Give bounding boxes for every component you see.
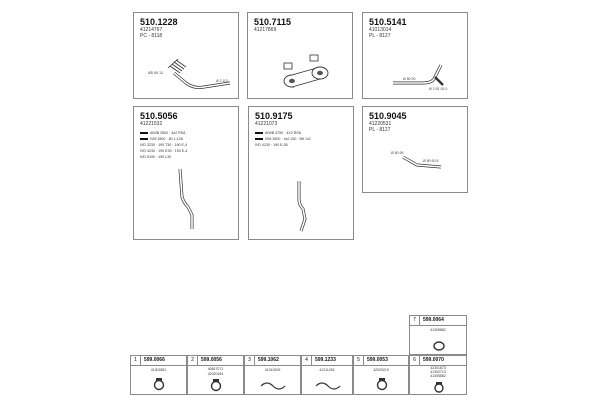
accessory-card-599-1233[interactable] xyxy=(301,355,353,395)
item-number: 2 xyxy=(188,356,198,365)
application-line: IVD 4230 · 190 E30 · 190 E-4 xyxy=(140,149,188,153)
part-note: PL - 8127 xyxy=(369,33,391,39)
accessory-reference: 42020164 xyxy=(207,372,224,376)
part-note: PC - 8118 xyxy=(140,33,163,39)
accessory-card-599-0064[interactable] xyxy=(409,315,467,355)
accessory-card-599-0056[interactable] xyxy=(187,355,244,395)
clamp-icon xyxy=(188,356,245,396)
item-number: 4 xyxy=(302,356,312,365)
part-card-510-7115[interactable] xyxy=(247,12,353,99)
part-reference: 41220531 xyxy=(369,121,392,127)
accessory-card-599-0066[interactable] xyxy=(130,355,187,395)
accessory-reference: 41305882 xyxy=(430,328,446,332)
item-number: 6 xyxy=(410,356,420,365)
accessory-code: 599.0053 xyxy=(367,357,388,363)
gasket-icon xyxy=(410,316,468,356)
part-card-510-9175[interactable] xyxy=(248,106,354,240)
accessory-reference: 41211252 xyxy=(319,368,335,372)
accessory-code: 599.1062 xyxy=(258,357,279,363)
part-card-510-1228[interactable] xyxy=(133,12,239,99)
exhaust-pipe-drawing xyxy=(134,107,240,241)
part-code: 510.9175 xyxy=(255,111,293,121)
accessory-code: 599.0056 xyxy=(201,357,222,363)
accessory-reference: 42301873 xyxy=(430,366,446,370)
accessory-card-599-0053[interactable] xyxy=(353,355,409,395)
accessory-card-599-1062[interactable] xyxy=(244,355,301,395)
exhaust-pipe-drawing xyxy=(134,13,240,100)
part-note: PL - 8127 xyxy=(369,127,391,133)
application-line: AIWB 3500 · 4x2 RSA xyxy=(140,131,186,135)
accessory-reference: 42020219 xyxy=(373,368,389,372)
part-reference: 41013014 xyxy=(369,27,392,33)
clamp-icon xyxy=(354,356,410,396)
application-line: IVM 3500 · 4x2 150 · 5B 141 xyxy=(255,137,311,141)
part-card-510-5056[interactable] xyxy=(133,106,239,240)
exhaust-pipe-drawing xyxy=(363,13,469,100)
accessory-reference: 41310209 xyxy=(264,368,281,372)
dimension-note: Ø 2 81 00.0 xyxy=(429,87,448,91)
part-card-510-5141[interactable] xyxy=(362,12,468,99)
part-code: 510.1228 xyxy=(140,17,178,27)
hanger-icon xyxy=(302,356,354,396)
part-code: 510.7115 xyxy=(254,17,292,27)
part-reference: 41214767 xyxy=(140,27,163,33)
accessory-reference: 41301881 xyxy=(150,368,167,372)
hanger-icon xyxy=(245,356,302,396)
accessory-card-599-0070[interactable] xyxy=(409,355,467,395)
accessory-reference: 41302713 xyxy=(430,370,446,374)
clamp-icon xyxy=(410,356,468,396)
item-number: 3 xyxy=(245,356,255,365)
item-number: 7 xyxy=(410,316,420,325)
dimension-note: Ø 2 101 xyxy=(216,79,229,83)
application-line: IVD 5190 · 190 L30 xyxy=(140,155,172,159)
accessory-code: 599.0064 xyxy=(423,317,444,323)
muffler-drawing xyxy=(248,13,354,100)
item-number: 1 xyxy=(131,356,141,365)
part-code: 510.5141 xyxy=(369,17,407,27)
exhaust-pipe-drawing xyxy=(363,107,469,194)
clamp-icon xyxy=(131,356,188,396)
application-line: IVD 4230 · 190 E-50 xyxy=(255,143,288,147)
application-line: IVD 3230 · 190 T30 · 190 E-4 xyxy=(140,143,188,147)
item-number: 5 xyxy=(354,356,364,365)
part-code: 510.9045 xyxy=(369,111,407,121)
part-reference: 41217869 xyxy=(254,27,277,33)
part-reference: 41221073 xyxy=(255,121,278,127)
part-card-510-9045[interactable] xyxy=(362,106,468,193)
accessory-code: 599.1233 xyxy=(315,357,336,363)
dimension-note: Ø 80 95 xyxy=(391,151,404,155)
part-reference: 41221532 xyxy=(140,121,163,127)
application-line: AIWB 3750 · 4X2 RSA xyxy=(255,131,301,135)
accessory-reference: 41305882 xyxy=(430,374,446,378)
accessory-reference: 40817071 xyxy=(207,367,224,371)
part-code: 510.5056 xyxy=(140,111,178,121)
application-line: IVM 3500 · 80 1-126 xyxy=(140,137,183,141)
dimension-note: ØD 89.13 xyxy=(148,71,163,75)
exhaust-pipe-drawing xyxy=(249,107,355,241)
accessory-code: 599.0066 xyxy=(144,357,165,363)
dimension-note: Ø 80 90.5 xyxy=(423,159,439,163)
dimension-note: Ø 80 90 xyxy=(403,77,416,81)
accessory-code: 599.0070 xyxy=(423,357,444,363)
